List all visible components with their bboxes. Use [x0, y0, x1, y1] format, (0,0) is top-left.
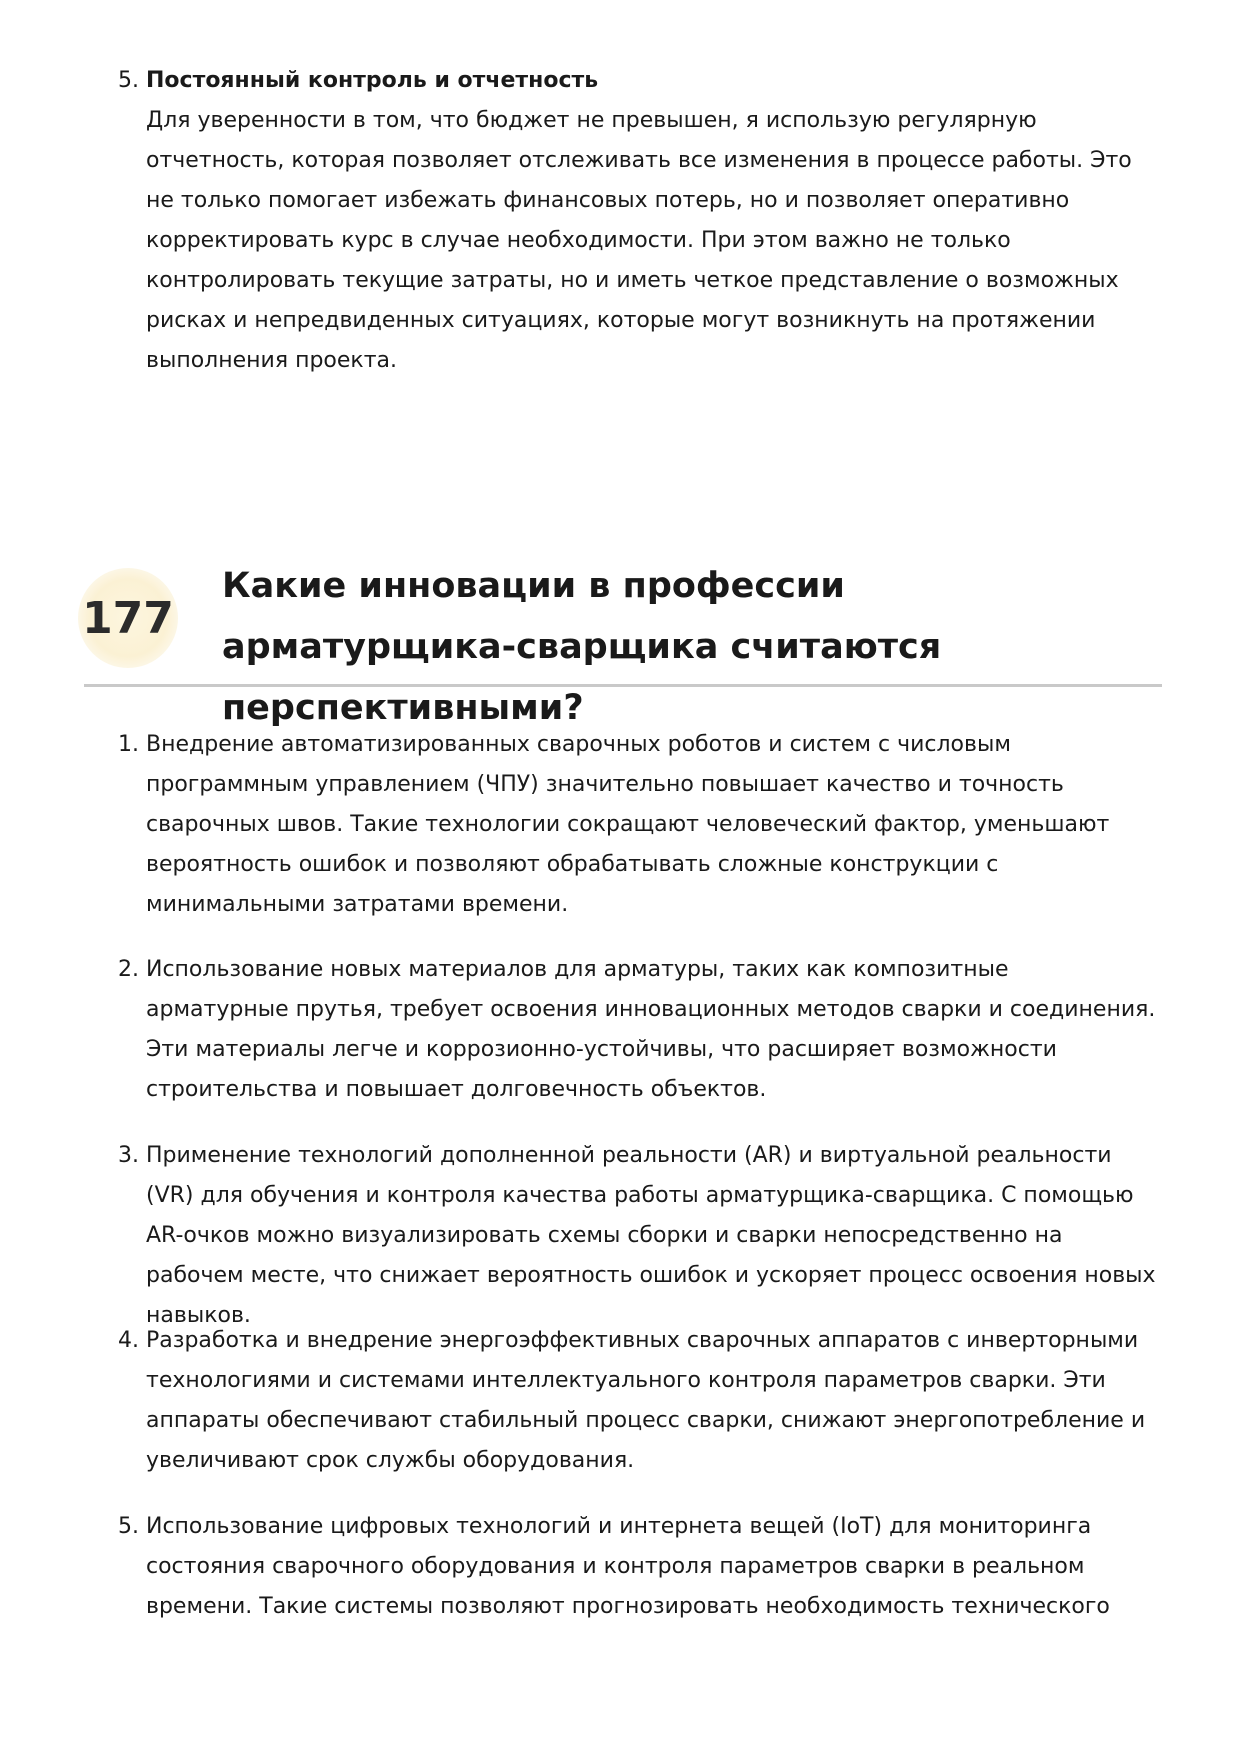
list-item-text: Разработка и внедрение энергоэффективных сварочных аппаратов с инверторными технологиями и системами интеллектуального контроля параметров сварки. Эти аппараты обеспечивают стабильный процесс сварки, снижают энергопотребление и увеличивают срок службы оборудования.	[146, 1328, 1146, 1473]
list-item-text: Для уверенности в том, что бюджет не превышен, я использую регулярную отчетность, которая позволяет отслеживать все изменения в процессе работы. Это не только помогает избежать финансовых потерь, но и позволяет оперативно корректировать курс в случае необходимости. При этом важно не только контролировать текущие затраты, но и иметь четкое представление о возможных рисках и непредвиденных ситуациях, которые могут возникнуть на протяжении выполнения проекта.	[146, 108, 1132, 373]
list-item-number: 5.	[118, 1514, 139, 1539]
list-item-number: 3.	[118, 1143, 139, 1168]
list-item-title: Постоянный контроль и отчетность	[146, 68, 599, 93]
list-item-number: 1.	[118, 732, 139, 757]
list-item-4	[118, 1321, 1158, 1481]
list-item-1	[118, 725, 1158, 925]
heading-divider	[84, 684, 1162, 687]
list-item-number: 2.	[118, 957, 139, 982]
list-item-number: 5.	[118, 68, 139, 93]
section-heading: Какие инновации в профессии арматурщика-сварщика считаются перспективными?	[222, 566, 942, 728]
list-item-text: Использование цифровых технологий и интернета вещей (IoT) для мониторинга состояния сварочного оборудования и контроля параметров сварки в реальном времени. Такие системы позволяют прогнозировать необходимость технического	[146, 1514, 1110, 1619]
list-item-3	[118, 1136, 1158, 1336]
list-item-5	[118, 1507, 1158, 1627]
list-item-text: Использование новых материалов для арматуры, таких как композитные арматурные прутья, требует освоения инновационных методов сварки и соединения. Эти материалы легче и коррозионно-устойчивы, что расширяет возможности строительства и повышает долговечность объектов.	[146, 957, 1156, 1102]
question-number-badge: 177	[78, 568, 178, 668]
list-item-prev-5	[118, 61, 1158, 381]
list-item-text: Внедрение автоматизированных сварочных роботов и систем с числовым программным управлением (ЧПУ) значительно повышает качество и точность сварочных швов. Такие технологии сокращают человеческий фактор, уменьшают вероятность ошибок и позволяют обрабатывать сложные конструкции с минимальными затратами времени.	[146, 732, 1110, 917]
list-item-2	[118, 950, 1158, 1110]
list-item-number: 4.	[118, 1328, 139, 1353]
list-item-text: Применение технологий дополненной реальности (AR) и виртуальной реальности (VR) для обучения и контроля качества работы арматурщика-сварщика. С помощью AR-очков можно визуализировать схемы сборки и сварки непосредственно на рабочем месте, что снижает вероятность ошибок и ускоряет процесс освоения новых навыков.	[146, 1143, 1156, 1328]
